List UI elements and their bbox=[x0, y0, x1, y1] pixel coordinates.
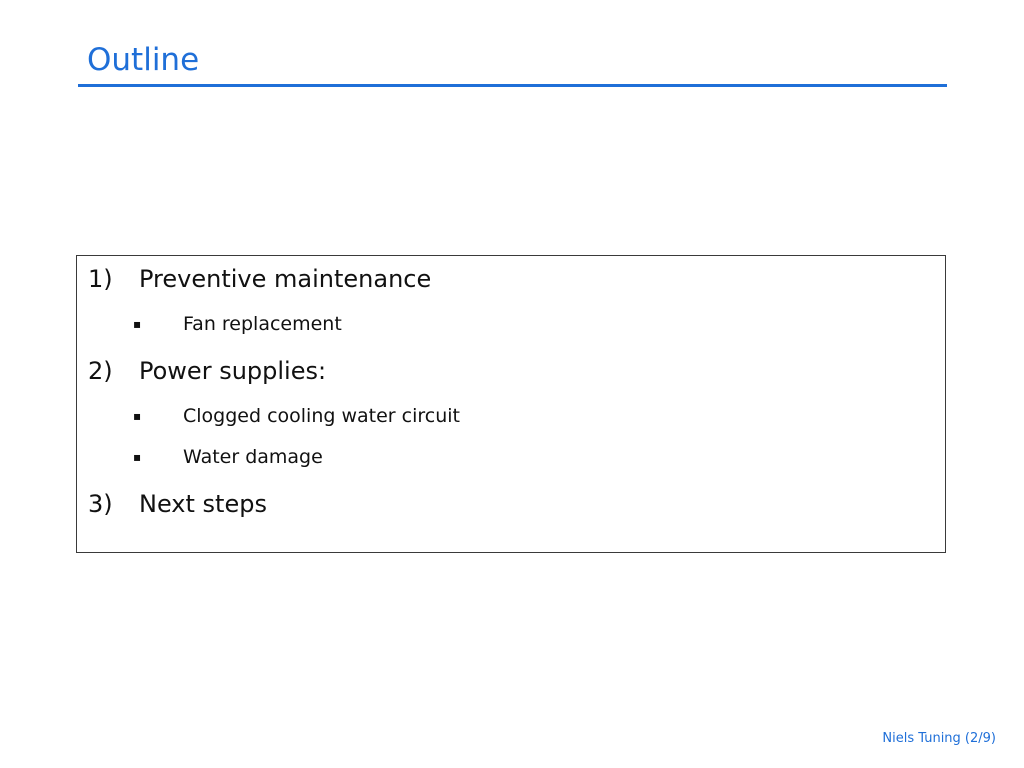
outline-subitem-label: Clogged cooling water circuit bbox=[183, 405, 460, 427]
outline-item-label: Power supplies: bbox=[139, 357, 327, 385]
outline-item-label: Preventive maintenance bbox=[139, 265, 432, 293]
outline-subitem-fan-replacement bbox=[133, 312, 342, 336]
outline-box bbox=[76, 255, 946, 553]
footer-author-page: Niels Tuning (2/9) bbox=[882, 731, 996, 746]
slide-title: Outline bbox=[87, 42, 200, 78]
outline-subitem-clogged-circuit bbox=[133, 404, 460, 428]
outline-item-3 bbox=[88, 489, 267, 519]
title-underline bbox=[78, 84, 947, 87]
outline-item-label: Next steps bbox=[139, 490, 267, 518]
square-bullet-icon: ▪ bbox=[133, 409, 142, 423]
square-bullet-icon: ▪ bbox=[133, 317, 142, 331]
outline-subitem-label: Water damage bbox=[183, 446, 323, 468]
outline-item-number: 2) bbox=[88, 357, 113, 385]
outline-item-2 bbox=[88, 356, 326, 386]
outline-subitem-label: Fan replacement bbox=[183, 313, 342, 335]
outline-item-number: 1) bbox=[88, 265, 113, 293]
outline-item-number: 3) bbox=[88, 490, 113, 518]
outline-item-1 bbox=[88, 264, 431, 294]
square-bullet-icon: ▪ bbox=[133, 450, 142, 464]
outline-subitem-water-damage bbox=[133, 445, 323, 469]
